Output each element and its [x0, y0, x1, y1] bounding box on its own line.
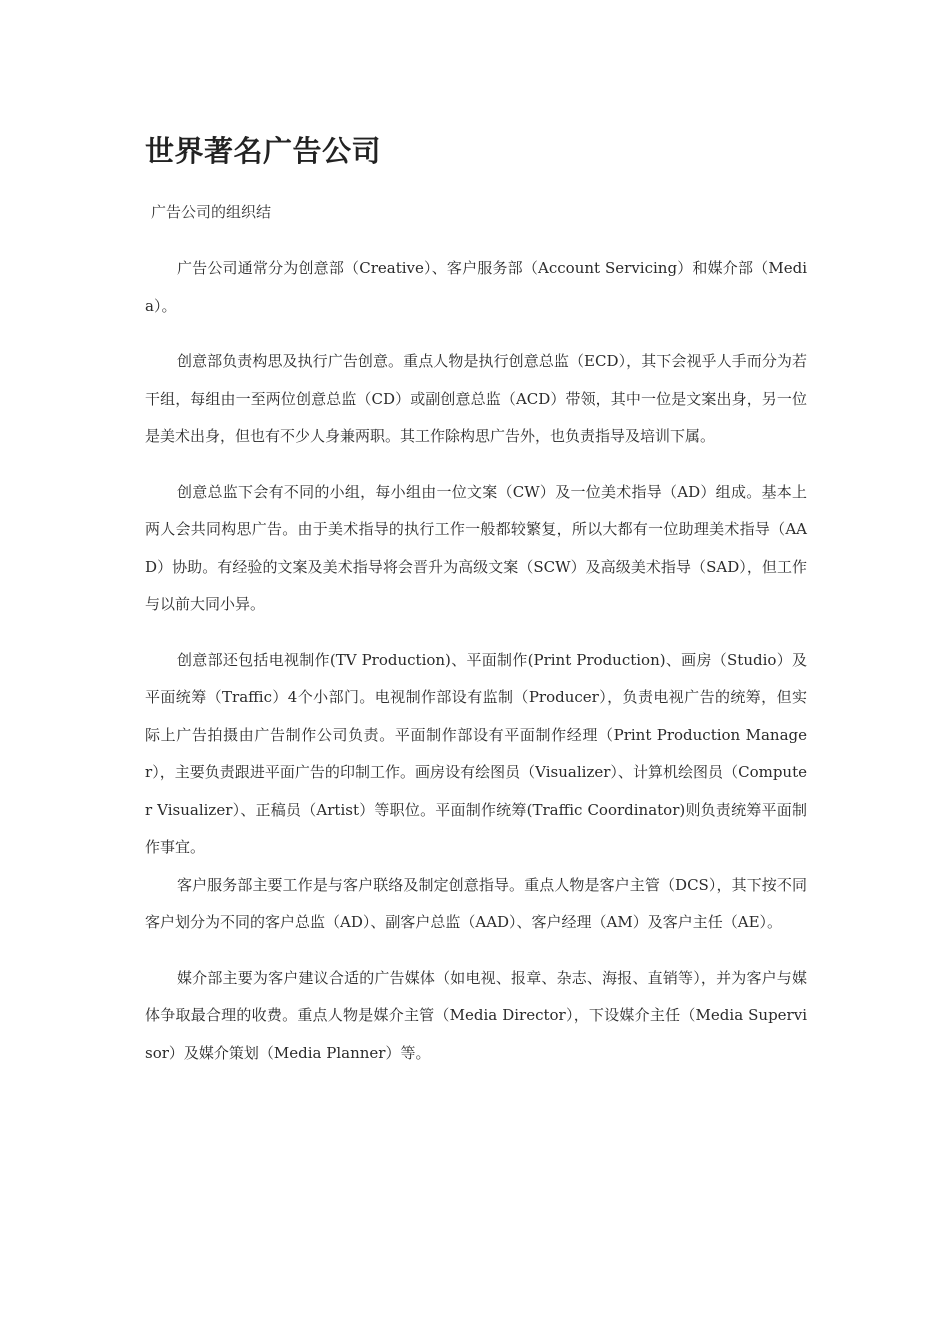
paragraph-departments-overview: 广告公司通常分为创意部（Creative）、客户服务部（Account Servicing）和媒介部（Media）。 [145, 259, 807, 315]
paragraph-production-units: 创意部还包括电视制作(TV Production)、平面制作(Print Production)、画房（Studio）及平面统筹（Traffic）4个小部门。电视制作部设有监制（Producer），负责电视广告的统筹，但实际上广告拍摄由广告制作公司负责。平面制作部设有平面制作经理（Print Production Manager），主要负责跟进平面广告的印制工作。画房设有绘图员（Visualizer）、计算机绘图员（Computer Visualizer）、正稿员（Artist）等职位。平面制作统筹(Traffic Coordinator)则负责统筹平面制作事宜。 [145, 650, 807, 856]
paragraph-media-department: 媒介部主要为客户建议合适的广告媒体（如电视、报章、杂志、海报、直销等），并为客户与媒体争取最合理的收费。重点人物是媒介主管（Media Director），下设媒介主任（Media Supervisor）及媒介策划（Media Planner）等。 [145, 968, 807, 1062]
document-page [145, 128, 807, 1072]
paragraph-account-servicing: 客户服务部主要工作是与客户联络及制定创意指导。重点人物是客户主管（DCS），其下按不同客户划分为不同的客户总监（AD）、副客户总监（AAD）、客户经理（AM）及客户主任（AE）。 [145, 875, 807, 931]
section-subtitle: 广告公司的组织结 [151, 203, 272, 221]
paragraph-creative-department: 创意部负责构思及执行广告创意。重点人物是执行创意总监（ECD），其下会视乎人手而分为若干组，每组由一至两位创意总监（CD）或副创意总监（ACD）带领，其中一位是文案出身，另一位是美术出身，但也有不少人身兼两职。其工作除构思广告外，也负责指导及培训下属。 [145, 352, 807, 445]
page-title: 世界著名广告公司 [145, 134, 382, 168]
paragraph-creative-teams: 创意总监下会有不同的小组，每小组由一位文案（CW）及一位美术指导（AD）组成。基本上两人会共同构思广告。由于美术指导的执行工作一般都较繁复，所以大都有一位助理美术指导（AAD）协助。有经验的文案及美术指导将会晋升为高级文案（SCW）及高级美术指导（SAD），但工作与以前大同小异。 [145, 482, 807, 613]
